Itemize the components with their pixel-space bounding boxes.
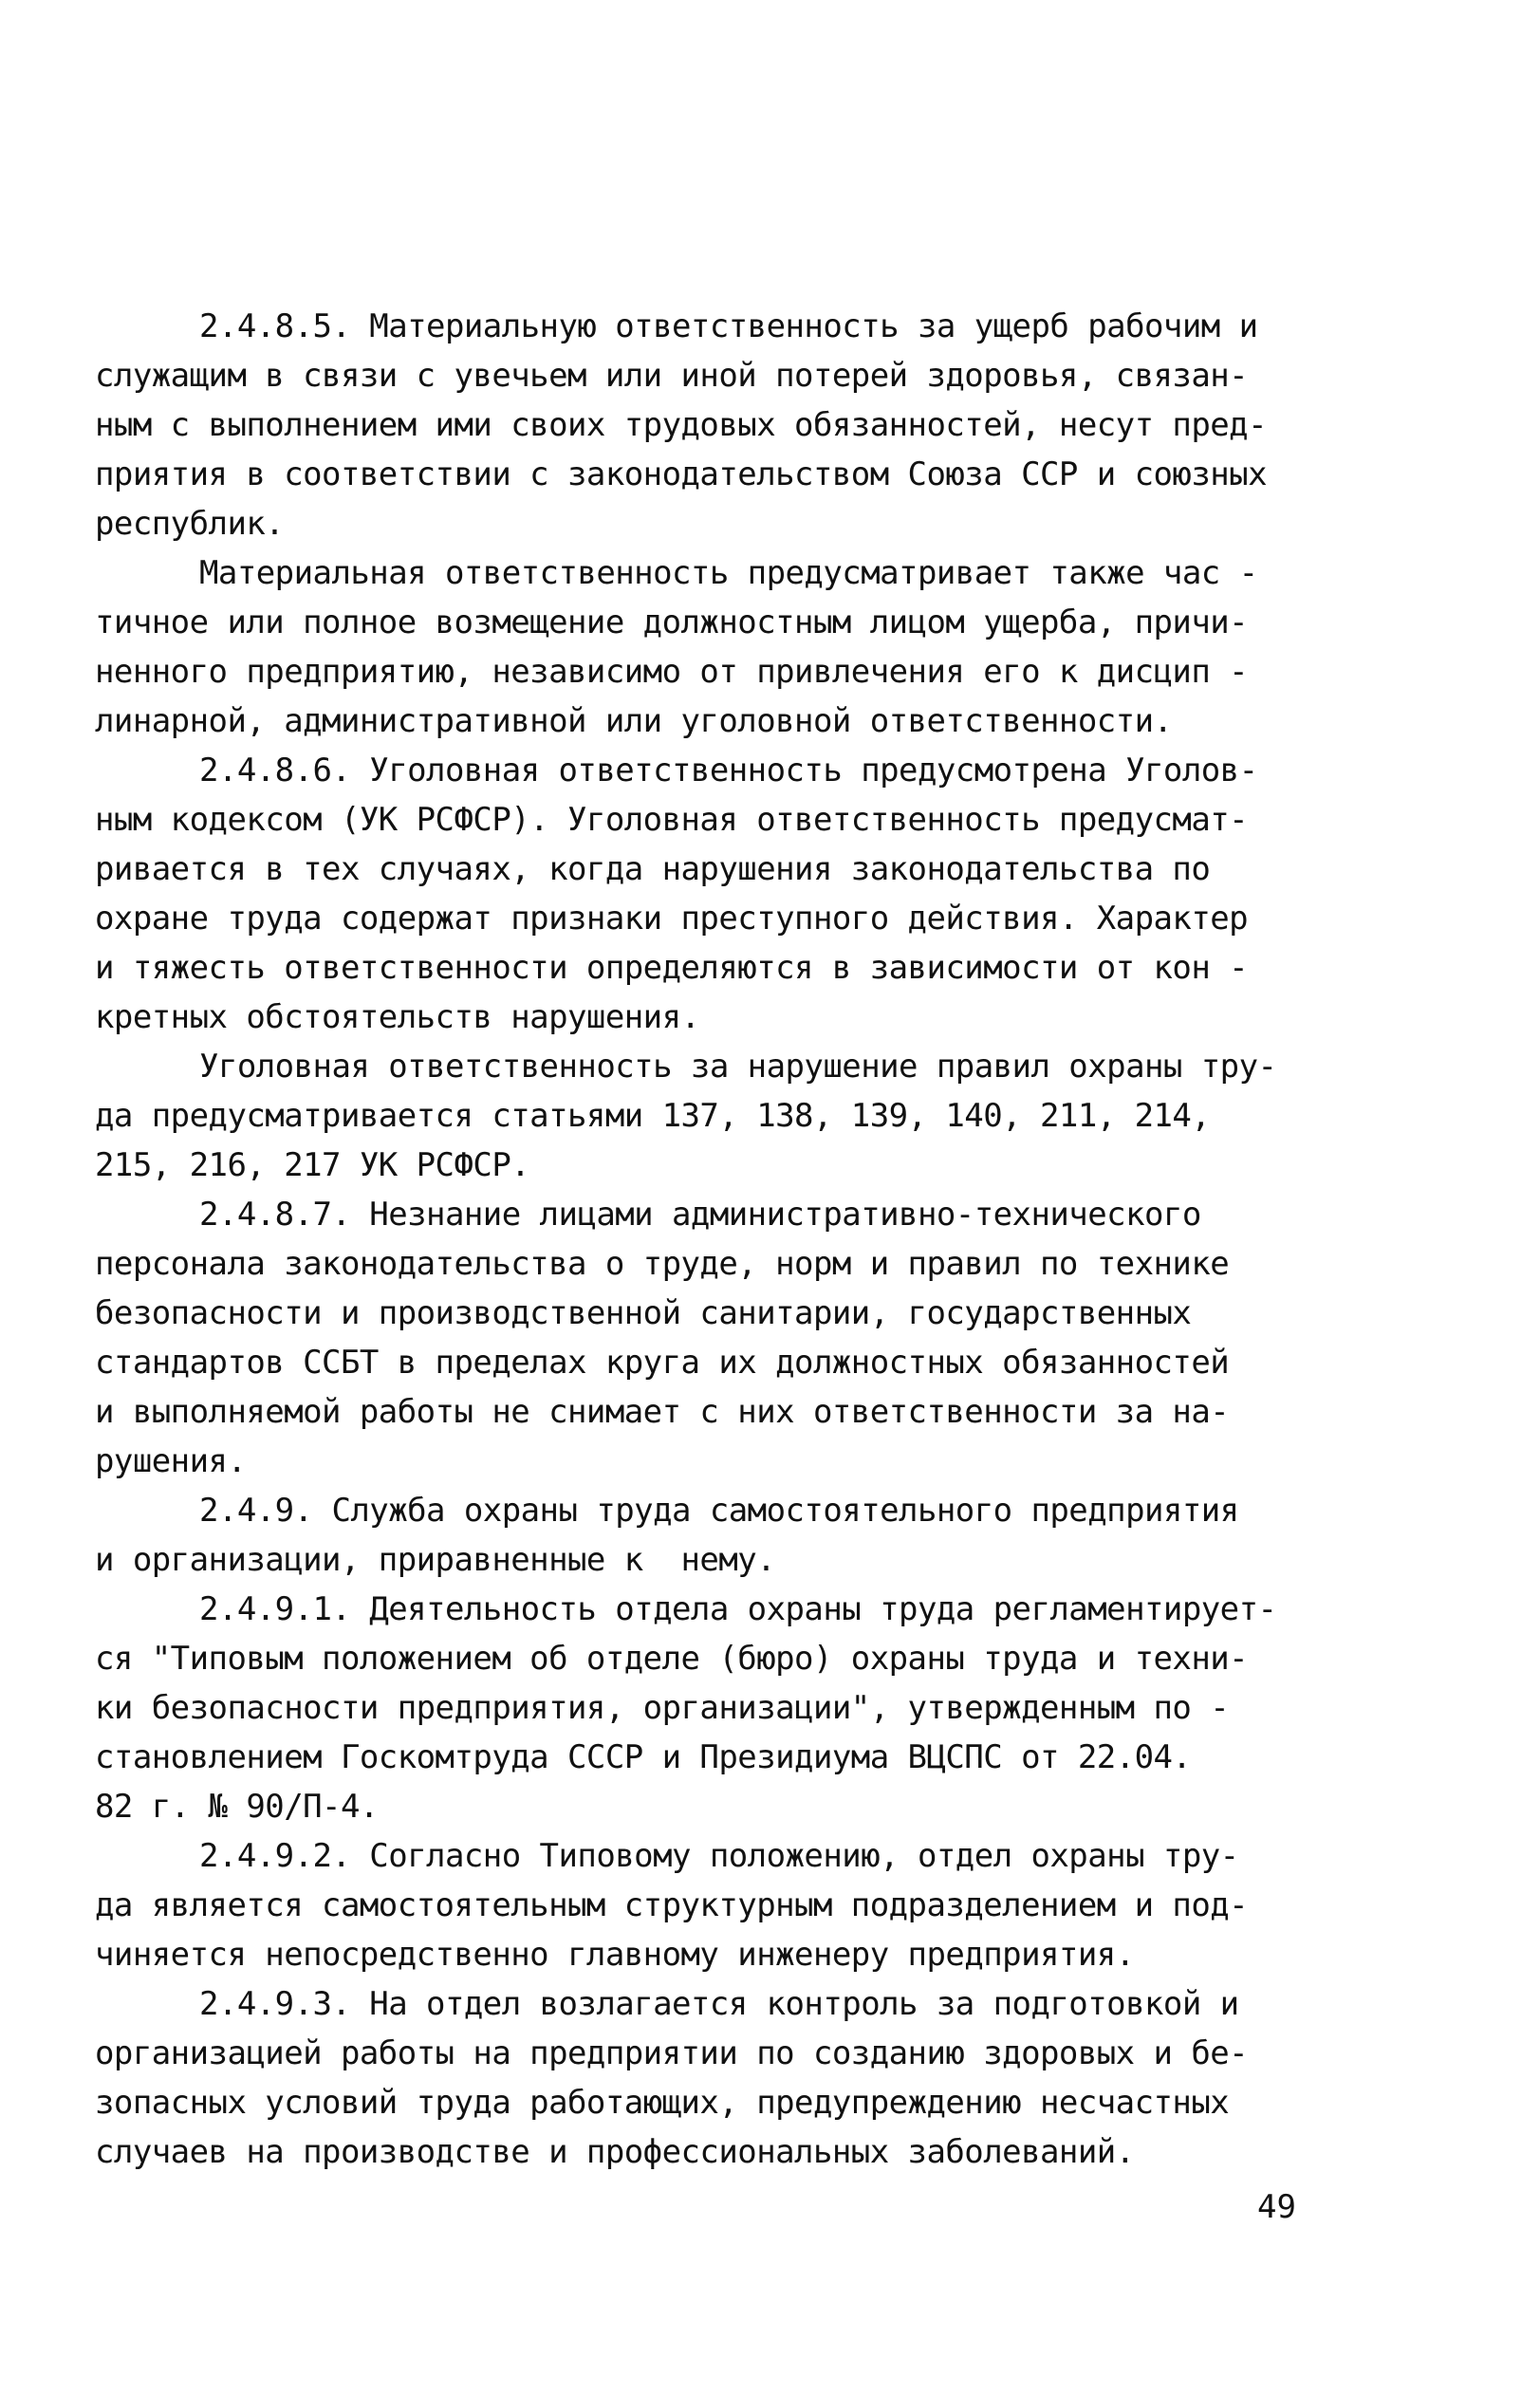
text-line: стандартов ССБТ в пределах круга их должностных обязанностей — [95, 1344, 1230, 1382]
text-line: 2.4.9. Служба охраны труда самостоятельного предприятия — [199, 1492, 1239, 1530]
text-line: служащим в связи с увечьем или иной потерей здоровья, связан- — [95, 357, 1249, 395]
text-line: охране труда содержат признаки преступного действия. Характер — [95, 900, 1249, 938]
text-line: ным с выполнением ими своих трудовых обязанностей, несут пред- — [95, 406, 1268, 444]
text-line: организацией работы на предприятии по созданию здоровых и бе- — [95, 2034, 1249, 2072]
text-line: Уголовная ответственность за нарушение правил охраны тру- — [199, 1048, 1277, 1086]
text-line: рушения. — [95, 1442, 247, 1480]
text-line: персонала законодательства о труде, норм и правил по технике — [95, 1245, 1230, 1283]
text-line: линарной, административной или уголовной ответственности. — [95, 702, 1173, 740]
text-line: ненного предприятию, независимо от привлечения его к дисцип - — [95, 653, 1249, 691]
text-line: ривается в тех случаях, когда нарушения законодательства по — [95, 850, 1211, 888]
text-line: безопасности и производственной санитарии, государственных — [95, 1294, 1192, 1332]
text-line: случаев на производстве и профессиональных заболеваний. — [95, 2133, 1135, 2171]
text-line: кретных обстоятельств нарушения. — [95, 998, 700, 1036]
text-line: республик. — [95, 505, 285, 543]
text-line: зопасных условий труда работающих, предупреждению несчастных — [95, 2084, 1230, 2122]
text-line: 2.4.8.5. Материальную ответственность за ущерб рабочим и — [199, 307, 1258, 345]
text-line: 82 г. № 90/П-4. — [95, 1788, 379, 1826]
text-line: Материальная ответственность предусматривает также час - — [199, 554, 1258, 592]
text-line: 215, 216, 217 УК РСФСР. — [95, 1146, 530, 1184]
text-line: и тяжесть ответственности определяются в зависимости от кон - — [95, 949, 1249, 987]
text-line: чиняется непосредственно главному инженеру предприятия. — [95, 1936, 1135, 1974]
text-line: становлением Госкомтруда СССР и Президиума ВЦСПС от 22.04. — [95, 1738, 1192, 1776]
text-line: 2.4.8.7. Незнание лицами административно-технического — [199, 1196, 1201, 1234]
text-line: приятия в соответствии с законодательством Союза ССР и союзных — [95, 455, 1268, 493]
text-line: ным кодексом (УК РСФСР). Уголовная ответственность предусмат- — [95, 801, 1249, 839]
text-line: и выполняемой работы не снимает с них ответственности за на- — [95, 1393, 1230, 1431]
text-line: 2.4.9.2. Согласно Типовому положению, отдел охраны тру- — [199, 1837, 1239, 1875]
text-line: 2.4.9.1. Деятельность отдела охраны труда регламентирует- — [199, 1590, 1277, 1628]
body-text — [95, 302, 1338, 2177]
text-line: ся "Типовым положением об отделе (бюро) охраны труда и техни- — [95, 1640, 1249, 1678]
text-line: 2.4.8.6. Уголовная ответственность предусмотрена Уголов- — [199, 752, 1258, 789]
text-line: да является самостоятельным структурным подразделением и под- — [95, 1886, 1249, 1924]
text-line: 2.4.9.3. На отдел возлагается контроль за подготовкой и — [199, 1985, 1239, 2023]
text-line: тичное или полное возмещение должностным лицом ущерба, причи- — [95, 603, 1249, 641]
text-line: да предусматривается статьями 137, 138, 139, 140, 211, 214, — [95, 1097, 1211, 1135]
page-number: 49 — [1257, 2188, 1296, 2226]
text-line: ки безопасности предприятия, организации", утвержденным по - — [95, 1689, 1230, 1727]
text-line: и организации, приравненные к нему. — [95, 1541, 776, 1579]
